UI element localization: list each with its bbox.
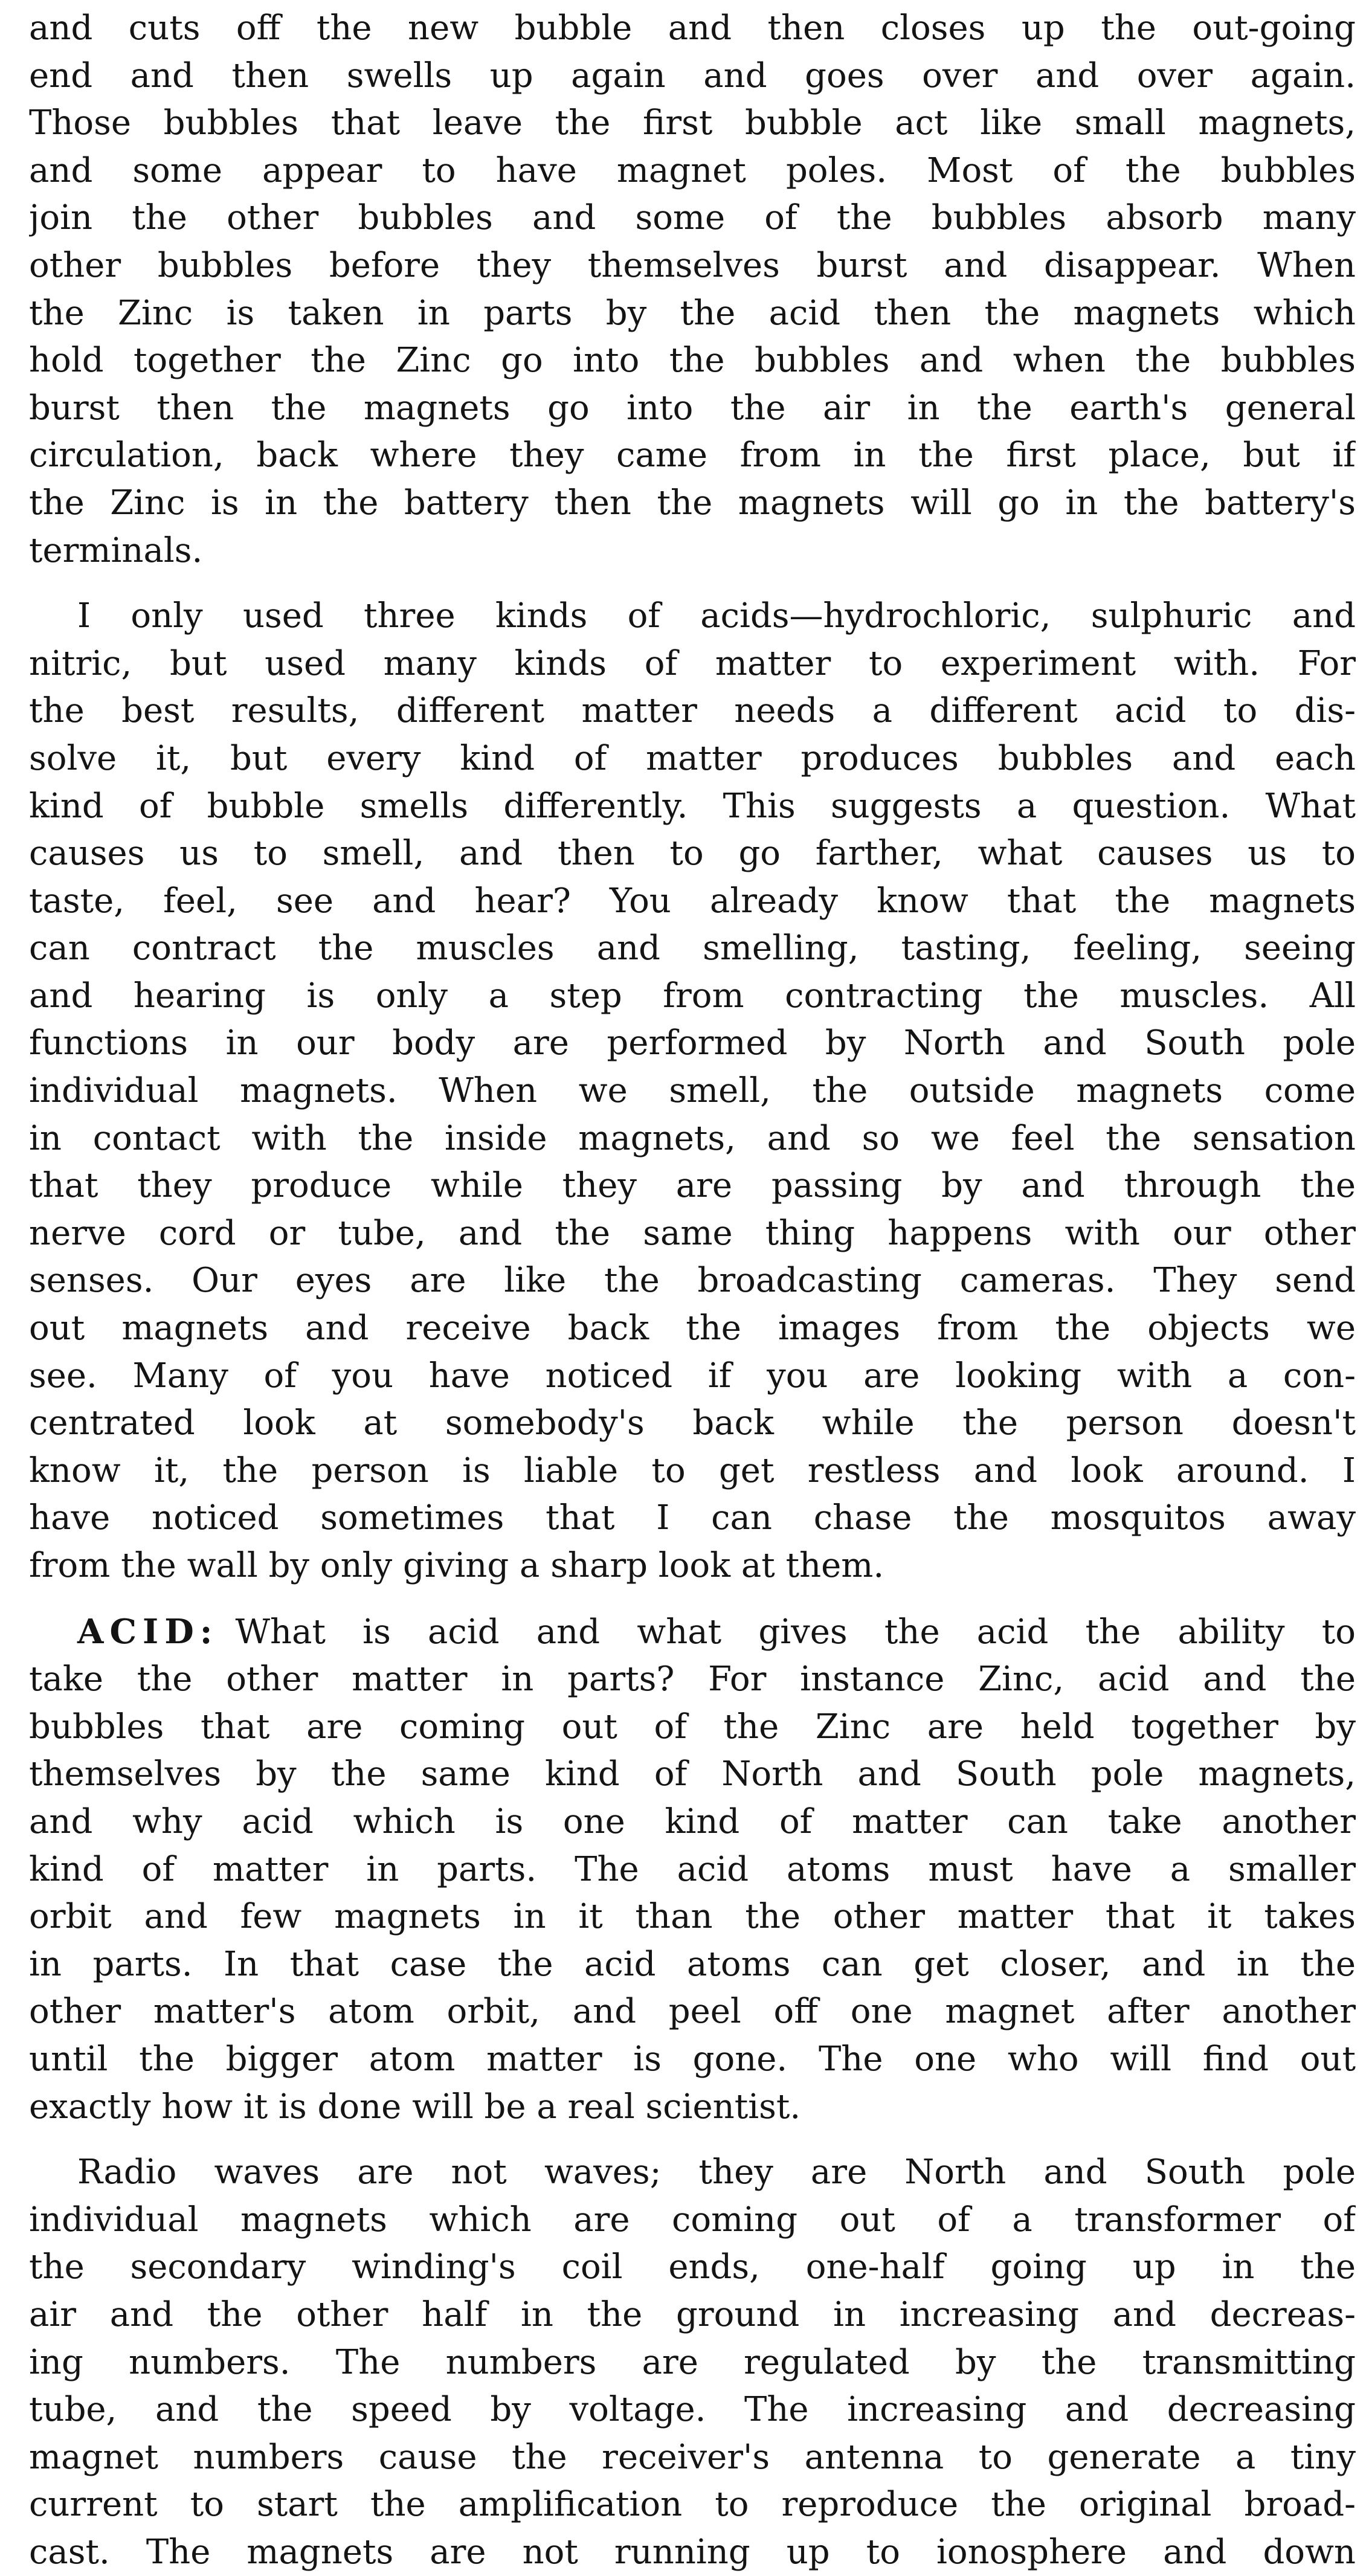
line-text: nerve cord or tube, and the same thing happens with our other bbox=[29, 1213, 1356, 1253]
text-line bbox=[29, 53, 1356, 100]
line-text: other matter's atom orbit, and peel off one magnet after another bbox=[29, 1992, 1356, 2032]
text-line bbox=[29, 2244, 1356, 2291]
text-line bbox=[29, 480, 1356, 527]
line-text: end and then swells up again and goes over and over again. bbox=[29, 56, 1356, 95]
text-line bbox=[29, 1115, 1356, 1163]
line-text: themselves by the same kind of North and South pole magnets, bbox=[29, 1754, 1356, 1794]
text-line bbox=[29, 1542, 1356, 1590]
line-text: centrated look at somebody's back while the person doesn't bbox=[29, 1403, 1356, 1443]
text-line bbox=[29, 1447, 1356, 1495]
text-line bbox=[29, 1400, 1356, 1447]
text-line bbox=[29, 878, 1356, 926]
text-line bbox=[29, 5, 1356, 53]
line-text: solve it, but every kind of matter produces bubbles and each bbox=[29, 738, 1356, 778]
text-line bbox=[29, 1210, 1356, 1258]
text-line bbox=[29, 2434, 1356, 2482]
line-text: causes us to smell, and then to go farther, what causes us to bbox=[29, 834, 1356, 874]
line-text: the secondary winding's coil ends, one-half going up in the bbox=[29, 2247, 1356, 2287]
line-text: cast. The magnets are not running up to ionosphere and down bbox=[29, 2532, 1356, 2572]
line-text: other bubbles before they themselves burst and disappear. When bbox=[29, 245, 1356, 285]
line-text: and why acid which is one kind of matter can take another bbox=[29, 1802, 1356, 1841]
line-text: circulation, back where they came from in the first place, but if bbox=[29, 436, 1356, 475]
text-line bbox=[29, 242, 1356, 290]
line-text: functions in our body are performed by North and South pole bbox=[29, 1023, 1356, 1063]
line-text: and hearing is only a step from contracting the muscles. All bbox=[29, 976, 1356, 1016]
line-text: from the wall by only giving a sharp look at them. bbox=[29, 1546, 884, 1585]
line-text: kind of matter in parts. The acid atoms must have a smaller bbox=[29, 1849, 1356, 1889]
line-text: see. Many of you have noticed if you are looking with a con- bbox=[29, 1356, 1356, 1396]
line-text: exactly how it is done will be a real scientist. bbox=[29, 2087, 801, 2127]
text-line bbox=[29, 1988, 1356, 2036]
line-text: join the other bubbles and some of the bubbles absorb many bbox=[29, 198, 1356, 238]
line-text: taste, feel, see and hear? You already know that the magnets bbox=[29, 881, 1356, 921]
line-text: terminals. bbox=[29, 530, 203, 570]
line-text: individual magnets. When we smell, the outside magnets come bbox=[29, 1071, 1356, 1111]
line-text: the best results, different matter needs a different acid to dis- bbox=[29, 691, 1356, 731]
line-text: I only used three kinds of acids—hydrochloric, sulphuric and bbox=[77, 596, 1356, 636]
line-text: until the bigger atom matter is gone. The one who will find out bbox=[29, 2039, 1356, 2079]
text-line bbox=[29, 2339, 1356, 2387]
line-text: hold together the Zinc go into the bubbles and when the bubbles bbox=[29, 341, 1356, 381]
text-line bbox=[29, 640, 1356, 688]
line-text: in contact with the inside magnets, and so we feel the sensation bbox=[29, 1118, 1356, 1158]
run-in-heading: ACID: bbox=[77, 1611, 219, 1652]
text-line bbox=[29, 925, 1356, 973]
line-text: out magnets and receive back the images from the objects we bbox=[29, 1309, 1356, 1348]
text-line bbox=[29, 735, 1356, 783]
line-text: have noticed sometimes that I can chase the mosquitos away bbox=[29, 1498, 1356, 1538]
text-line bbox=[29, 2149, 1356, 2197]
text-line bbox=[29, 1893, 1356, 1941]
paragraph-2 bbox=[29, 593, 1356, 1589]
text-line bbox=[29, 687, 1356, 735]
line-text: the Zinc is taken in parts by the acid then the magnets which bbox=[29, 293, 1356, 333]
text-line bbox=[29, 100, 1356, 147]
text-line bbox=[29, 2529, 1356, 2576]
line-text: orbit and few magnets in it than the other matter that it takes bbox=[29, 1897, 1356, 1937]
text-line bbox=[29, 1608, 1356, 1657]
text-line bbox=[29, 2386, 1356, 2434]
text-line bbox=[29, 432, 1356, 480]
text-line bbox=[29, 2481, 1356, 2529]
line-text: kind of bubble smells differently. This suggests a question. What bbox=[29, 786, 1356, 826]
text-line bbox=[29, 2291, 1356, 2339]
line-text: and cuts off the new bubble and then closes up the out-going bbox=[29, 8, 1356, 48]
line-text: individual magnets which are coming out of a transformer of bbox=[29, 2200, 1356, 2240]
text-line bbox=[29, 1353, 1356, 1400]
text-line bbox=[29, 1704, 1356, 1751]
line-text: and some appear to have magnet poles. Most of the bubbles bbox=[29, 150, 1356, 190]
text-line bbox=[29, 337, 1356, 385]
paragraph-4 bbox=[29, 2149, 1356, 2576]
line-text: that they produce while they are passing by and through the bbox=[29, 1166, 1356, 1206]
text-line bbox=[29, 1751, 1356, 1798]
line-text: can contract the muscles and smelling, tasting, feeling, seeing bbox=[29, 929, 1356, 968]
line-text: Those bubbles that leave the first bubble act like small magnets, bbox=[29, 103, 1356, 143]
paragraph-1 bbox=[29, 5, 1356, 575]
line-text: know it, the person is liable to get restless and look around. I bbox=[29, 1451, 1356, 1490]
text-line bbox=[29, 290, 1356, 338]
text-line bbox=[29, 1846, 1356, 1894]
line-text: nitric, but used many kinds of matter to experiment with. For bbox=[29, 643, 1356, 683]
text-line bbox=[29, 1798, 1356, 1846]
text-line bbox=[29, 147, 1356, 195]
text-line bbox=[29, 2036, 1356, 2084]
line-text: in parts. In that case the acid atoms can get closer, and in the bbox=[29, 1944, 1356, 1984]
text-line bbox=[29, 2197, 1356, 2244]
text-line bbox=[29, 1656, 1356, 1704]
line-text: senses. Our eyes are like the broadcasting cameras. They send bbox=[29, 1261, 1356, 1301]
text-line bbox=[29, 1941, 1356, 1989]
line-text: burst then the magnets go into the air in the earth's general bbox=[29, 388, 1356, 428]
line-text: What is acid and what gives the acid the ability to bbox=[235, 1612, 1356, 1652]
line-text: bubbles that are coming out of the Zinc are held together by bbox=[29, 1707, 1356, 1747]
paragraph-3 bbox=[29, 1608, 1356, 2131]
text-line bbox=[29, 1305, 1356, 1353]
text-line bbox=[29, 1067, 1356, 1115]
line-text: current to start the amplification to reproduce the original broad- bbox=[29, 2485, 1356, 2525]
line-text: the Zinc is in the battery then the magnets will go in the battery's bbox=[29, 483, 1356, 523]
text-line bbox=[29, 195, 1356, 242]
text-line bbox=[29, 385, 1356, 433]
line-text: air and the other half in the ground in increasing and decreas- bbox=[29, 2294, 1356, 2334]
line-text: take the other matter in parts? For instance Zinc, acid and the bbox=[29, 1660, 1356, 1699]
text-line bbox=[29, 527, 1356, 575]
text-line bbox=[29, 830, 1356, 878]
line-text: magnet numbers cause the receiver's antenna to generate a tiny bbox=[29, 2437, 1356, 2477]
text-line bbox=[29, 593, 1356, 640]
text-line bbox=[29, 1020, 1356, 1067]
text-line bbox=[29, 1495, 1356, 1542]
text-line bbox=[29, 783, 1356, 831]
text-line bbox=[29, 1257, 1356, 1305]
line-text: tube, and the speed by voltage. The increasing and decreasing bbox=[29, 2390, 1356, 2430]
text-line bbox=[29, 1162, 1356, 1210]
line-text: Radio waves are not waves; they are North and South pole bbox=[77, 2153, 1356, 2192]
text-line bbox=[29, 2084, 1356, 2131]
text-line bbox=[29, 973, 1356, 1020]
line-text: ing numbers. The numbers are regulated by the transmitting bbox=[29, 2342, 1356, 2382]
